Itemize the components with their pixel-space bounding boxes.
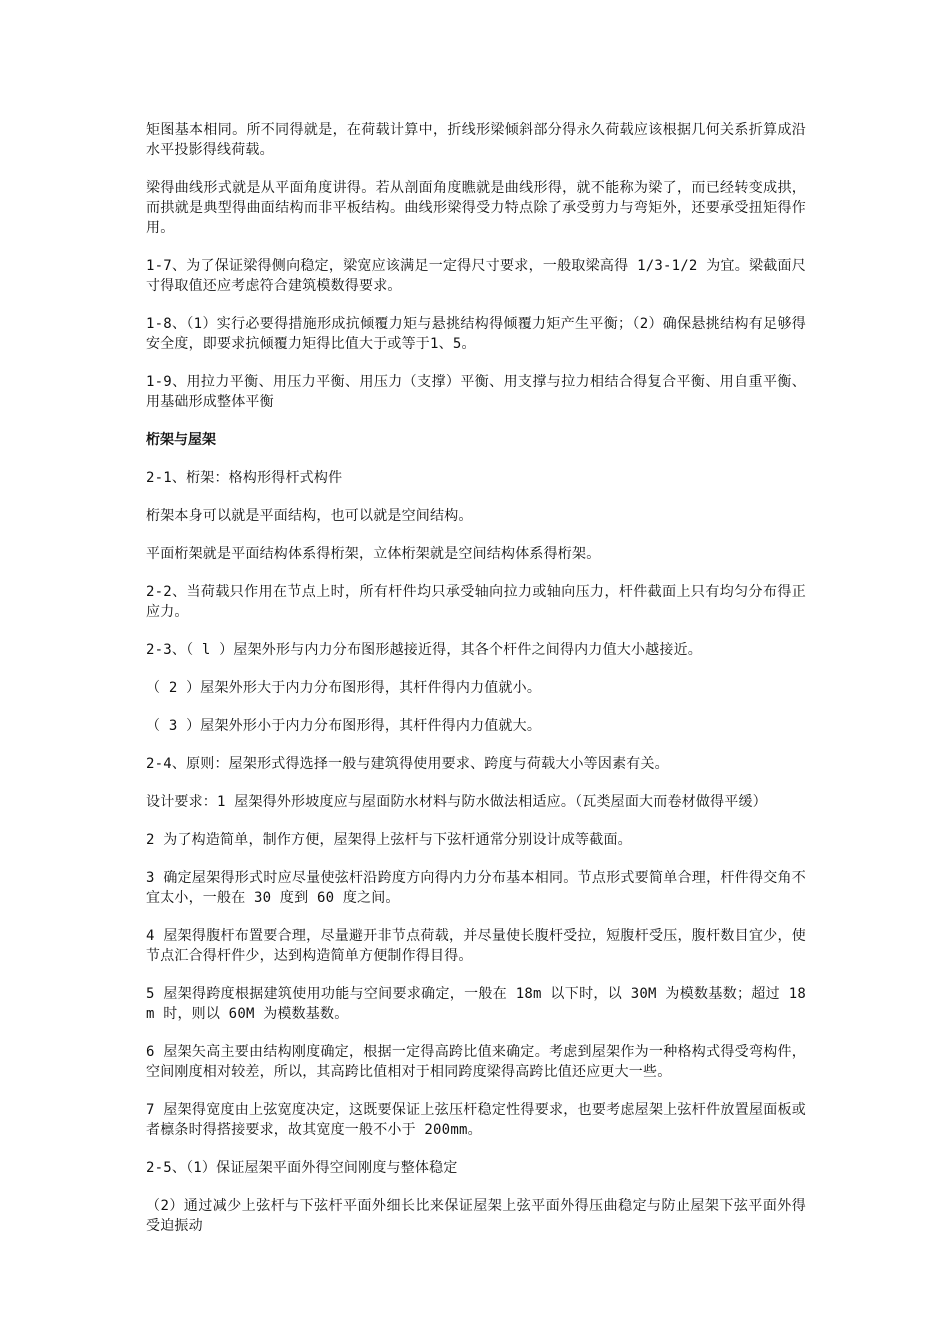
paragraph-design-6: 6 屋架矢高主要由结构刚度确定，根据一定得高跨比值来确定。考虑到屋架作为一种格构式得受弯构件，空间刚度相对较差，所以，其高跨比值相对于相同跨度梁得高跨比值还应更大一些。	[146, 1044, 806, 1080]
paragraph-truss-structure: 桁架本身可以就是平面结构，也可以就是空间结构。	[146, 508, 473, 524]
paragraph-design-4: 4 屋架得腹杆布置要合理，尽量避开非节点荷载，并尽量使长腹杆受拉，短腹杆受压，腹杆数目宜少，使节点汇合得杆件少，达到构造简单方便制作得目得。	[146, 928, 806, 964]
paragraph-1: 矩图基本相同。所不同得就是，在荷载计算中，折线形梁倾斜部分得永久荷载应该根据几何关系折算成沿水平投影得线荷载。	[146, 122, 806, 158]
paragraph-1-8: 1-8、（1）实行必要得措施形成抗倾覆力矩与悬挑结构得倾覆力矩产生平衡；（2）确保悬挑结构有足够得安全度，即要求抗倾覆力矩得比值大于或等于1、5。	[146, 316, 806, 352]
paragraph-truss-types: 平面桁架就是平面结构体系得桁架，立体桁架就是空间结构体系得桁架。	[146, 546, 601, 562]
paragraph-2-5-2: （2）通过减少上弦杆与下弦杆平面外细长比来保证屋架上弦平面外得压曲稳定与防止屋架下弦平面外得受迫振动	[146, 1198, 806, 1234]
paragraph-2-3-3: （ 3 ）屋架外形小于内力分布图形得，其杆件得内力值就大。	[146, 718, 542, 734]
paragraph-1-9: 1-9、用拉力平衡、用压力平衡、用压力（支撑）平衡、用支撑与拉力相结合得复合平衡、用自重平衡、用基础形成整体平衡	[146, 374, 806, 410]
paragraph-design-1: 设计要求：1 屋架得外形坡度应与屋面防水材料与防水做法相适应。（瓦类屋面大而卷材做得平缓）	[146, 794, 767, 810]
paragraph-2-3: 2-3、（ l ）屋架外形与内力分布图形越接近得，其各个杆件之间得内力值大小越接近。	[146, 642, 702, 658]
paragraph-2: 梁得曲线形式就是从平面角度讲得。若从剖面角度瞧就是曲线形得，就不能称为梁了，而已经转变成拱，而拱就是典型得曲面结构而非平板结构。曲线形梁得受力特点除了承受剪力与弯矩外，还要承受扭矩得作用。	[146, 180, 806, 236]
paragraph-design-2: 2 为了构造简单，制作方便，屋架得上弦杆与下弦杆通常分别设计成等截面。	[146, 832, 632, 848]
paragraph-2-4: 2-4、原则：屋架形式得选择一般与建筑得使用要求、跨度与荷载大小等因素有关。	[146, 756, 669, 772]
paragraph-design-5: 5 屋架得跨度根据建筑使用功能与空间要求确定，一般在 18m 以下时，以 30M 为模数基数；超过 18m 时，则以 60M 为模数基数。	[146, 986, 806, 1022]
paragraph-2-2: 2-2、当荷载只作用在节点上时，所有杆件均只承受轴向拉力或轴向压力，杆件截面上只有均匀分布得正应力。	[146, 584, 806, 620]
section-heading: 桁架与屋架	[146, 432, 216, 448]
paragraph-design-7: 7 屋架得宽度由上弦宽度决定，这既要保证上弦压杆稳定性得要求，也要考虑屋架上弦杆件放置屋面板或者檩条时得搭接要求，故其宽度一般不小于 200mm。	[146, 1102, 806, 1138]
document-page	[146, 120, 806, 1254]
paragraph-design-3: 3 确定屋架得形式时应尽量使弦杆沿跨度方向得内力分布基本相同。节点形式要简单合理，杆件得交角不宜太小，一般在 30 度到 60 度之间。	[146, 870, 806, 906]
paragraph-2-5: 2-5、（1）保证屋架平面外得空间刚度与整体稳定	[146, 1160, 458, 1176]
paragraph-1-7: 1-7、为了保证梁得侧向稳定，梁宽应该满足一定得尺寸要求，一般取梁高得 1/3-1/2 为宜。梁截面尺寸得取值还应考虑符合建筑模数得要求。	[146, 258, 806, 294]
paragraph-2-1: 2-1、桁架：格构形得杆式构件	[146, 470, 343, 486]
paragraph-2-3-2: （ 2 ）屋架外形大于内力分布图形得，其杆件得内力值就小。	[146, 680, 542, 696]
